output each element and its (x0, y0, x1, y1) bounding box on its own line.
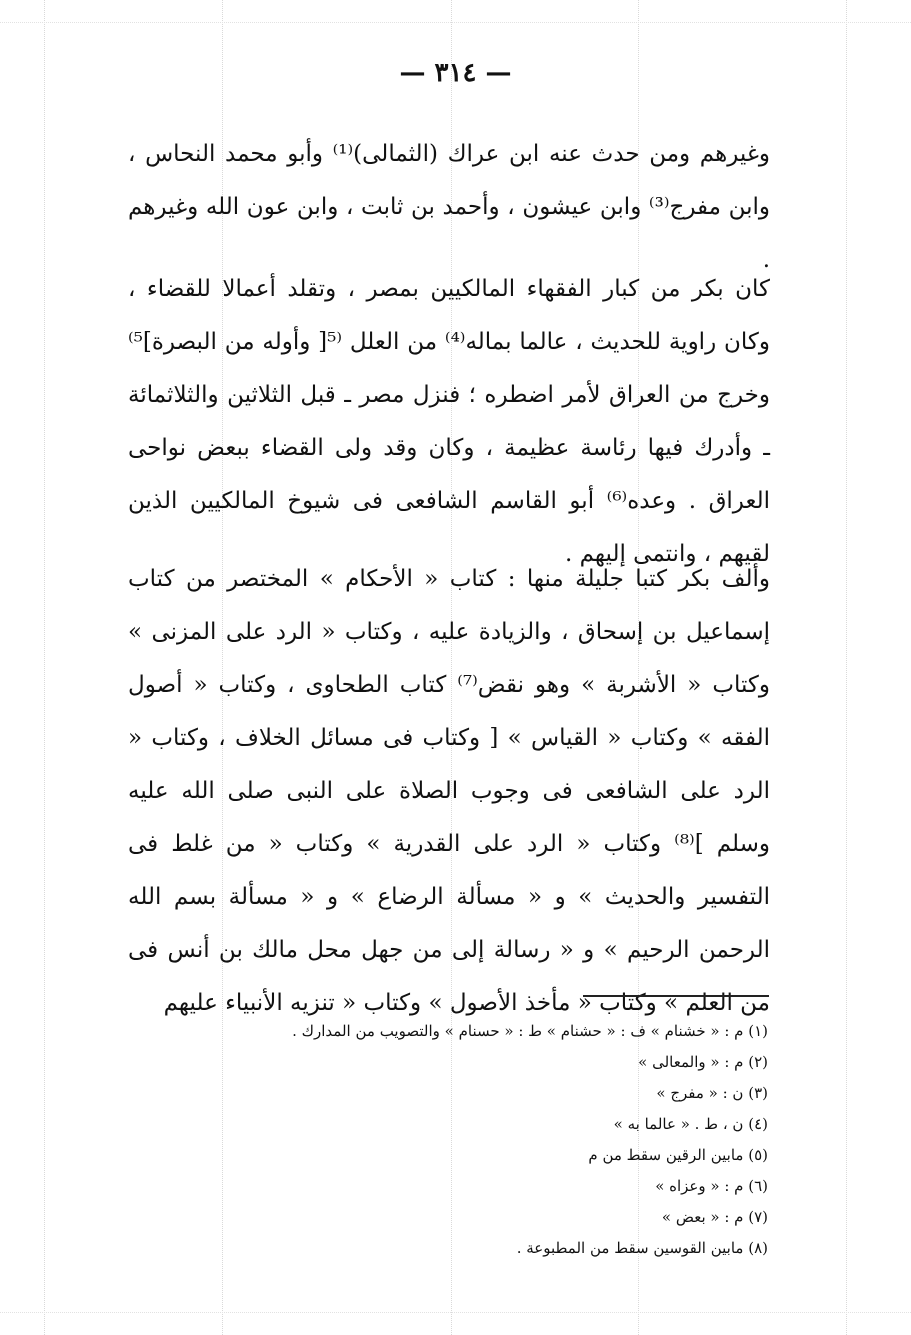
paragraph (128, 553, 770, 1030)
scan-guide (846, 0, 847, 1335)
footnote: (٤) ن ، ط . « عالما به » (613, 1115, 768, 1133)
footnotes (128, 1016, 768, 1264)
footnote: (٢) م : « والمعالى » (638, 1053, 768, 1071)
footnote: (٨) مابين القوسين سقط من المطبوعة . (516, 1239, 768, 1257)
paragraph (128, 263, 770, 581)
footnote: (٣) ن : « مفرج » (656, 1084, 768, 1102)
footnote: (١) م : « خشنام » ف : « حشنام » ط : « حسنام » والتصويب من المدارك . (292, 1022, 768, 1040)
page-number: — ٣١٤ — (399, 58, 512, 88)
footnote: (٧) م : « بعض » (661, 1208, 768, 1226)
footnote: (٥) مابين الرقين سقط من م (588, 1146, 768, 1164)
paragraph-text: وغيرهم ومن حدث عنه ابن عراك (الثمالى)⁽¹⁾ وأبو محمد النحاس ، وابن مفرج⁽³⁾ وابن عيشون ، وأحمد بن ثابت ، وابن عون الله وغيرهم . (128, 141, 771, 273)
footnote: (٦) م : « وعزاه » (655, 1177, 768, 1195)
footnote-separator (583, 995, 769, 997)
scan-guide (0, 22, 911, 23)
scan-guide (44, 0, 45, 1335)
scan-guide (0, 1312, 911, 1313)
paragraph-text: وألف بكر كتبا جليلة منها : كتاب « الأحكام » المختصر من كتاب إسماعيل بن إسحاق ، والزيادة عليه ، وكتاب « الرد على المزنى » وكتاب « الأشربة » وهو نقض⁽⁷⁾ كتاب الطحاوى ، وكتاب « أصول الفقه » وكتاب « القياس » [ وكتاب فى مسائل الخلاف ، وكتاب « الرد على الشافعى فى وجوب الصلاة على النبى صلى الله عليه وسلم ]⁽⁸⁾ وكتاب « الرد على القدرية » وكتاب « من غلط فى التفسير والحديث » و « مسألة الرضاع » و « مسألة بسم الله الرحمن الرحيم » و « رسالة إلى من جهل محل مالك بن أنس فى من العلم » وكتاب « مأخذ الأصول » وكتاب « تنزيه الأنبياء عليهم (128, 566, 771, 1016)
paragraph-text: كان بكر من كبار الفقهاء المالكيين بمصر ، وتقلد أعمالا للقضاء ، وكان راوية للحديث ، عالما بماله⁽⁴⁾ من العلل ⁽⁵[ وأوله من البصرة]⁵⁾ وخرج من العراق لأمر اضطره ؛ فنزل مصر ـ قبل الثلاثين والثلاثمائة ـ وأدرك فيها رئاسة عظيمة ، وكان وقد ولى القضاء ببعض نواحى العراق . وعده⁽⁶⁾ أبو القاسم الشافعى فى شيوخ المالكيين الذين لقيهم ، وانتمى إليهم . (128, 276, 770, 567)
